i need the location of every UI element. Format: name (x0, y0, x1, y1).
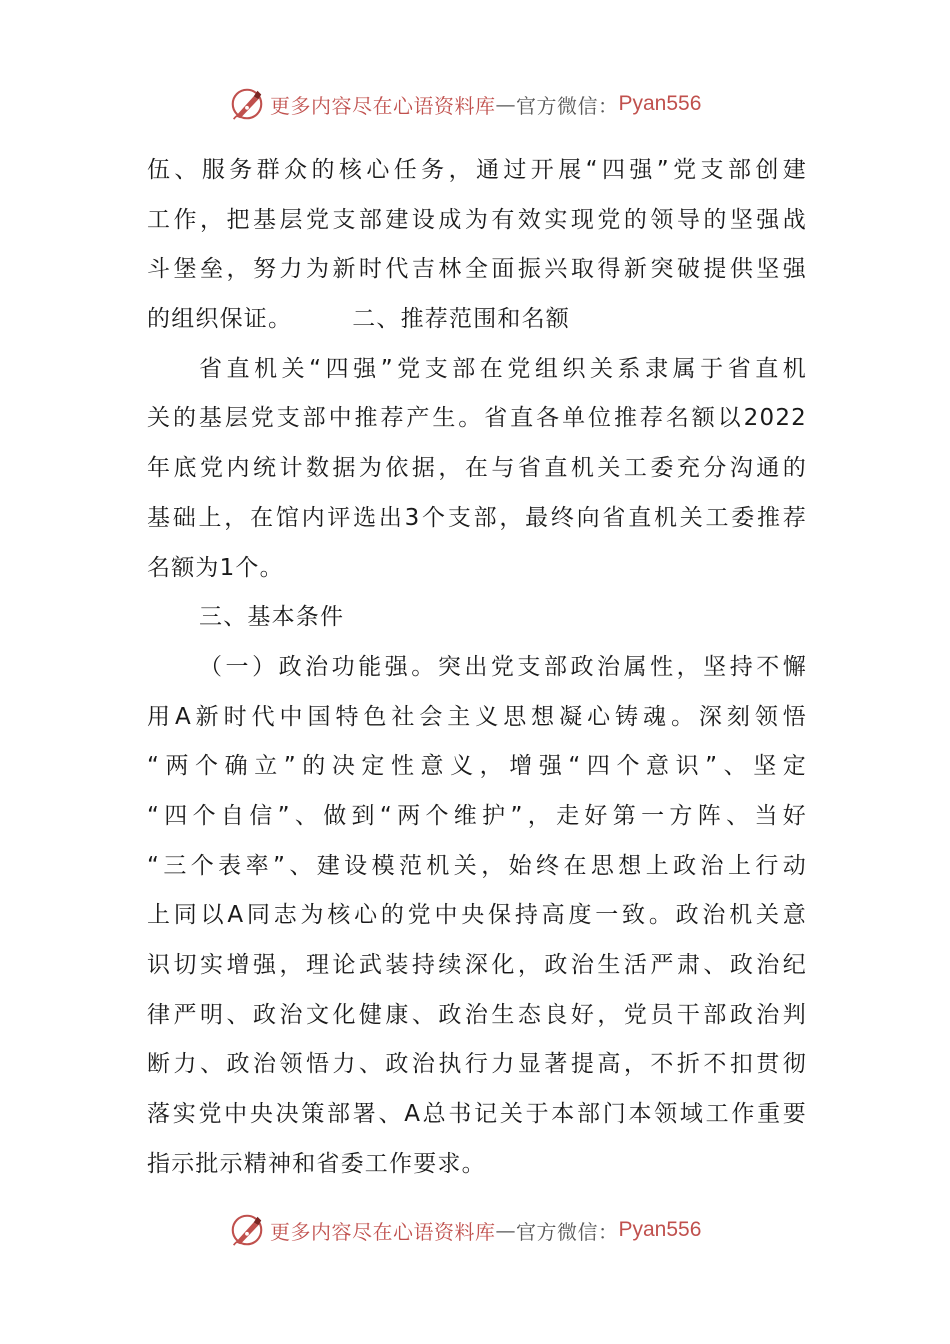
pen-nib-logo-icon (228, 1211, 266, 1249)
body-line: “四个自信”、做到“两个维护”，走好第一方阵、当好 (147, 802, 807, 829)
body-line: 省直机关“四强”党支部在党组织关系隶属于省直机 (199, 355, 807, 382)
body-line: 用A新时代中国特色社会主义思想凝心铸魂。深刻领悟 (147, 703, 807, 730)
body-line-with-heading (147, 295, 807, 345)
watermark-wechat-label: 官方微信： (516, 1219, 619, 1244)
section-heading: 二、推荐范围和名额 (352, 306, 571, 333)
watermark-wechat-id: Pyan556 (618, 92, 702, 115)
body-line: 基础上，在馆内评选出3个支部，最终向省直机关工委推荐 (147, 504, 807, 531)
body-line: 关的基层党支部中推荐产生。省直各单位推荐名额以2022 (147, 405, 807, 432)
body-line: “三个表率”、建设模范机关，始终在思想上政治上行动 (147, 852, 807, 879)
body-line: 断力、政治领悟力、政治执行力显著提高，不折不扣贯彻 (147, 1051, 807, 1078)
watermark-dash: — (495, 92, 516, 116)
section-heading: 三、基本条件 (199, 604, 345, 631)
body-line: 伍、服务群众的核心任务，通过开展“四强”党支部创建 (147, 157, 807, 183)
body-line: 年底党内统计数据为依据，在与省直机关工委充分沟通的 (147, 455, 807, 482)
body-line: 名额为1个。 (147, 554, 284, 581)
header-watermark (228, 84, 701, 124)
body-line: 指示批示精神和省委工作要求。 (147, 1150, 486, 1177)
pen-nib-logo-icon (228, 85, 266, 123)
watermark-dash: — (495, 1218, 516, 1242)
body-line: 识切实增强，理论武装持续深化，政治生活严肃、政治纪 (147, 952, 807, 978)
body-line: “两个确立”的决定性意义，增强“四个意识”、坚定 (147, 753, 807, 780)
watermark-wechat-id: Pyan556 (618, 1218, 702, 1241)
body-line: 律严明、政治文化健康、政治生态良好，党员干部政治判 (147, 1001, 807, 1028)
body-line: 的组织保证。 (147, 306, 293, 333)
document-body (147, 146, 807, 1189)
watermark-wechat-label: 官方微信： (516, 93, 619, 118)
body-line: 上同以A同志为核心的党中央保持高度一致。政治机关意 (147, 902, 807, 929)
footer-watermark (228, 1210, 701, 1250)
body-line: （一）政治功能强。突出党支部政治属性，坚持不懈 (199, 653, 807, 680)
body-line: 落实党中央决策部署、A总书记关于本部门本领域工作重要 (147, 1101, 807, 1128)
body-line: 斗堡垒，努力为新时代吉林全面振兴取得新突破提供坚强 (147, 256, 807, 283)
body-line: 工作，把基层党支部建设成为有效实现党的领导的坚强战 (147, 206, 807, 233)
watermark-text: 更多内容尽在心语资料库 (270, 1219, 496, 1244)
watermark-text: 更多内容尽在心语资料库 (270, 93, 496, 118)
